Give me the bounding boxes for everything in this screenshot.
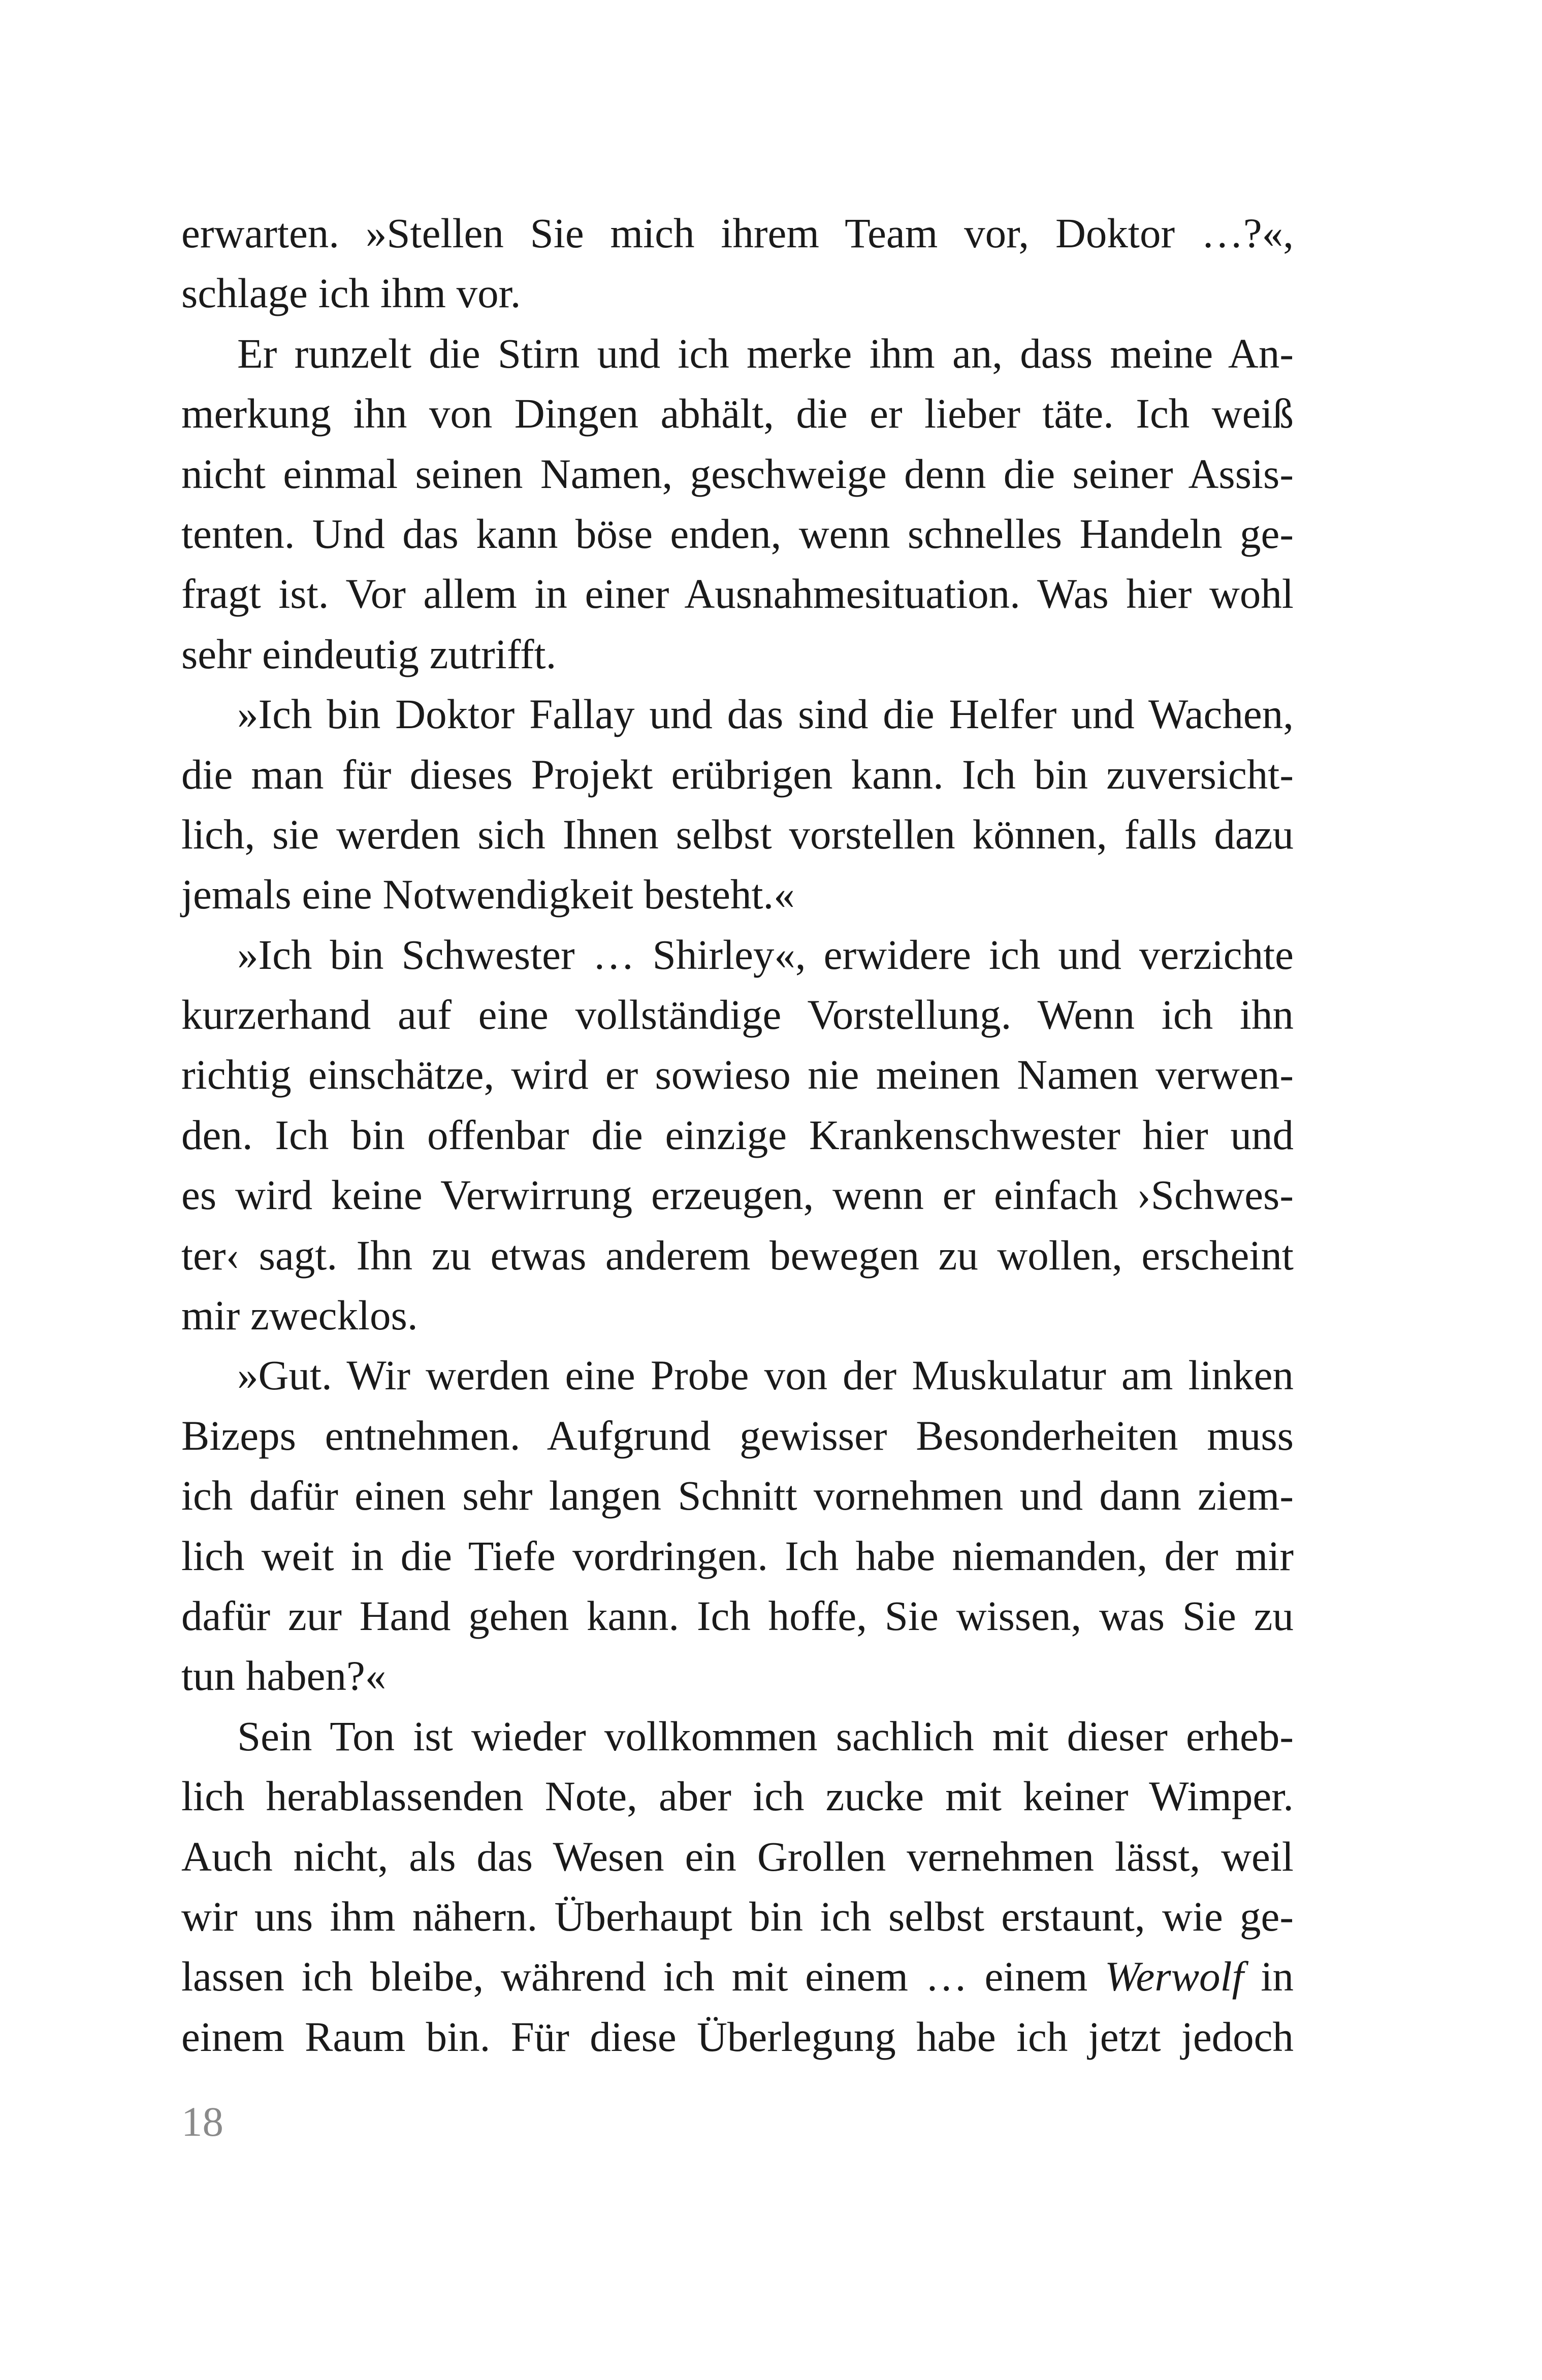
text-line: lich, sie werden sich Ihnen selbst vorstellen können, falls dazu: [181, 810, 1294, 858]
text-line: schlage ich ihm vor.: [181, 270, 521, 317]
text-line: fragt ist. Vor allem in einer Ausnahmesituation. Was hier wohl: [181, 570, 1294, 617]
text-line: nicht einmal seinen Namen, geschweige denn die seiner Assis-: [181, 450, 1294, 497]
text-segment: lassen ich bleibe, während ich mit einem … einem: [181, 1953, 1105, 2000]
text-line: ich dafür einen sehr langen Schnitt vornehmen und dann ziem-: [181, 1472, 1294, 1519]
text-line: jemals eine Notwendigkeit besteht.«: [181, 871, 795, 918]
text-line: kurzerhand auf eine vollständige Vorstellung. Wenn ich ihn: [181, 991, 1294, 1038]
text-line: lich herablassenden Note, aber ich zucke mit keiner Wimper.: [181, 1773, 1294, 1820]
text-line: es wird keine Verwirrung erzeugen, wenn er einfach ›Schwes-: [181, 1171, 1294, 1219]
text-line: wir uns ihm nähern. Überhaupt bin ich selbst erstaunt, wie ge-: [181, 1893, 1294, 1940]
text-line: erwarten. »Stellen Sie mich ihrem Team vor, Doktor …?«,: [181, 210, 1294, 256]
body-text: [181, 203, 1294, 2067]
text-line: sehr eindeutig zutrifft.: [181, 630, 557, 677]
text-line: »Ich bin Doktor Fallay und das sind die Helfer und Wachen,: [237, 691, 1294, 738]
text-line: tenten. Und das kann böse enden, wenn schnelles Handeln ge-: [181, 510, 1294, 557]
text-line: richtig einschätze, wird er sowieso nie meinen Namen verwen-: [181, 1051, 1294, 1098]
text-line: »Ich bin Schwester … Shirley«, erwidere ich und verzichte: [237, 931, 1294, 978]
text-line: Sein Ton ist wieder vollkommen sachlich mit dieser erheb-: [237, 1712, 1294, 1759]
page-number: 18: [181, 2098, 223, 2145]
text-segment: in: [1243, 1953, 1294, 2000]
text-line: den. Ich bin offenbar die einzige Krankenschwester hier und: [181, 1111, 1294, 1158]
text-line: »Gut. Wir werden eine Probe von der Muskulatur am linken: [237, 1352, 1294, 1399]
text-line: Auch nicht, als das Wesen ein Grollen vernehmen lässt, weil: [181, 1833, 1294, 1880]
text-line: Bizeps entnehmen. Aufgrund gewisser Besonderheiten muss: [181, 1412, 1294, 1459]
text-line: dafür zur Hand gehen kann. Ich hoffe, Sie wissen, was Sie zu: [181, 1592, 1294, 1639]
text-line: tun haben?«: [181, 1652, 387, 1700]
text-line: die man für dieses Projekt erübrigen kann. Ich bin zuversicht-: [181, 751, 1294, 798]
text-line: einem Raum bin. Für diese Überlegung habe ich jetzt jedoch: [181, 2013, 1294, 2060]
italic-word: Werwolf: [1105, 1953, 1244, 2000]
text-line-with-italic: [181, 1946, 1294, 2006]
text-line: merkung ihn von Dingen abhält, die er lieber täte. Ich weiß: [181, 390, 1294, 437]
text-line: Er runzelt die Stirn und ich merke ihm an, dass meine An-: [237, 330, 1294, 377]
text-line: lich weit in die Tiefe vordringen. Ich habe niemanden, der mir: [181, 1532, 1294, 1579]
text-line: ter‹ sagt. Ihn zu etwas anderem bewegen zu wollen, erscheint: [181, 1231, 1294, 1279]
text-line: mir zwecklos.: [181, 1292, 418, 1339]
